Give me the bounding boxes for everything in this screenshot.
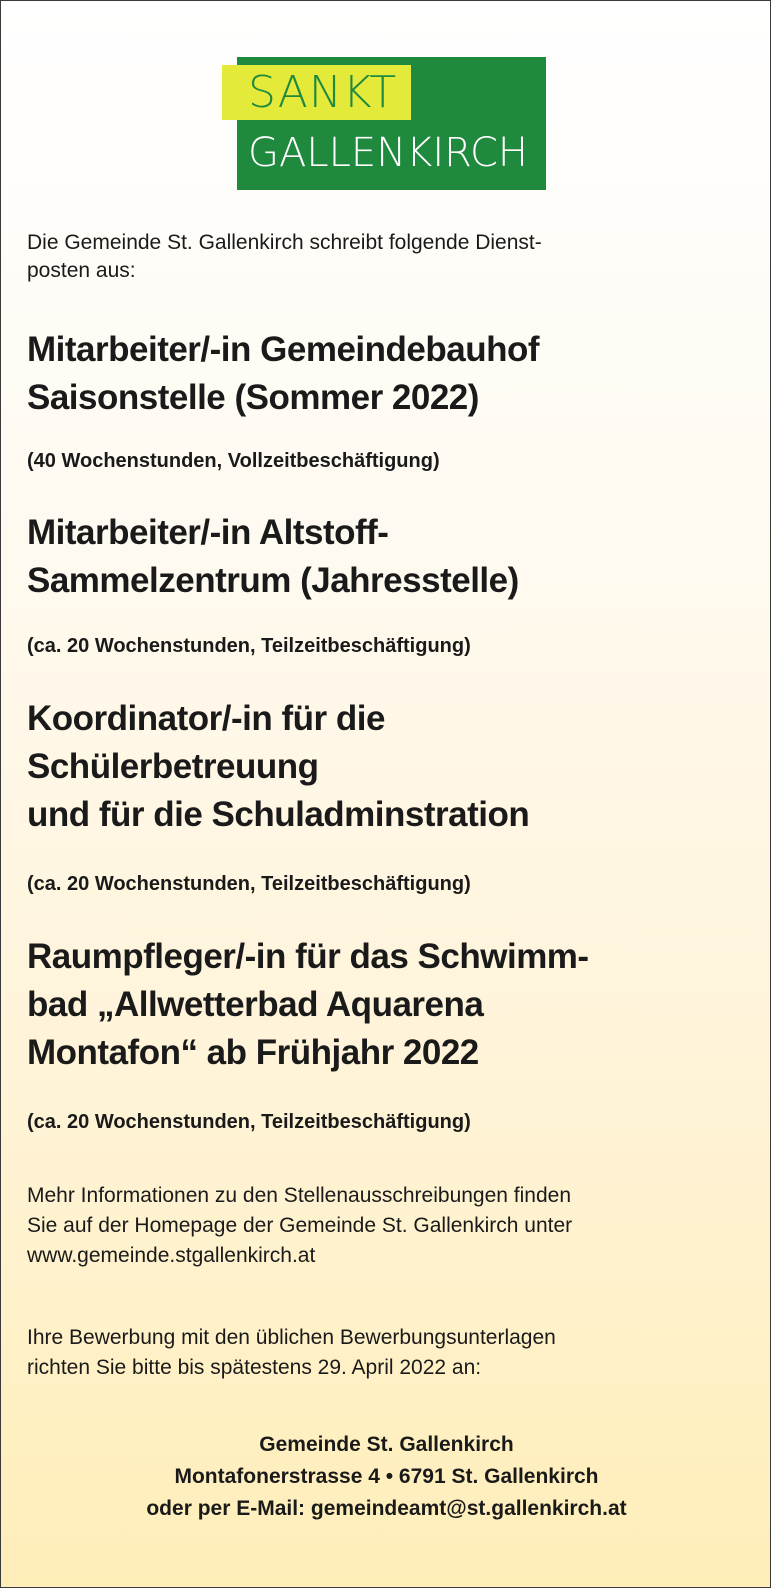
contact-name: Gemeinde St. Gallenkirch [259, 1433, 514, 1456]
contact-block [27, 1429, 746, 1525]
sankt-gallenkirch-logo [222, 57, 548, 190]
job-hours-koordinator: (ca. 20 Wochenstunden, Teilzeitbeschäftigung) [27, 873, 471, 895]
job-title-raumpfleger [27, 933, 746, 1077]
contact-address: Montafonerstrasse 4 • 6791 St. Gallenkirch [174, 1465, 599, 1488]
contact-email[interactable]: oder per E-Mail: gemeindeamt@st.gallenkirch.at [146, 1497, 627, 1520]
more-info-text [27, 1181, 746, 1271]
job-title-line: Schülerbetreuung [27, 747, 319, 786]
logo-text-gallenkirch: GALLENKIRCH [248, 130, 528, 176]
job-title-line: Saisonstelle (Sommer 2022) [27, 378, 479, 417]
intro-line: Die Gemeinde St. Gallenkirch schreibt folgende Dienst- [27, 231, 542, 254]
job-hours-raumpfleger: (ca. 20 Wochenstunden, Teilzeitbeschäftigung) [27, 1111, 471, 1133]
job-title-line: Montafon“ ab Frühjahr 2022 [27, 1033, 479, 1072]
intro-text [27, 229, 746, 285]
job-title-line: Mitarbeiter/-in Gemeindebauhof [27, 330, 539, 369]
job-title-line: Mitarbeiter/-in Altstoff- [27, 513, 389, 552]
job-title-line: Raumpfleger/-in für das Schwimm- [27, 937, 589, 976]
application-text [27, 1323, 746, 1383]
job-title-line: Sammelzentrum (Jahresstelle) [27, 561, 519, 600]
intro-line: posten aus: [27, 259, 136, 282]
website-link[interactable]: www.gemeinde.stgallenkirch.at [27, 1244, 316, 1267]
info-line: Mehr Informationen zu den Stellenausschreibungen finden [27, 1184, 572, 1207]
job-title-bauhof [27, 326, 746, 422]
job-title-line: und für die Schuladminstration [27, 795, 530, 834]
logo-text-sankt: SANKT [248, 67, 398, 118]
application-line: richten Sie bitte bis spätestens 29. April 2022 an: [27, 1356, 482, 1379]
job-title-altstoff [27, 509, 746, 605]
job-title-line: bad „Allwetterbad Aquarena [27, 985, 484, 1024]
job-hours-altstoff: (ca. 20 Wochenstunden, Teilzeitbeschäftigung) [27, 635, 471, 657]
job-title-koordinator [27, 695, 746, 839]
job-title-line: Koordinator/-in für die [27, 699, 385, 738]
application-line: Ihre Bewerbung mit den üblichen Bewerbungsunterlagen [27, 1326, 556, 1349]
job-hours-bauhof: (40 Wochenstunden, Vollzeitbeschäftigung) [27, 450, 440, 472]
info-line: Sie auf der Homepage der Gemeinde St. Gallenkirch unter [27, 1214, 573, 1237]
